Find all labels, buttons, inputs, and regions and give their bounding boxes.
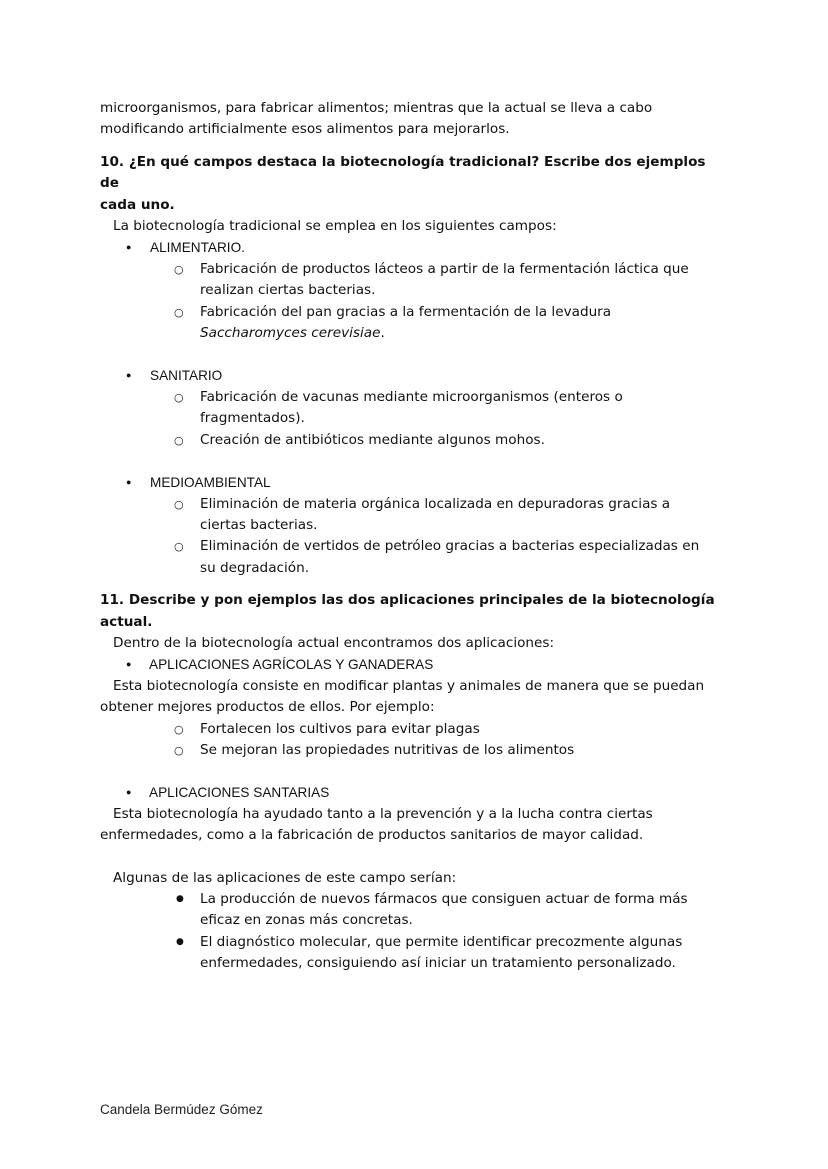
- q10-answer-intro: La biotecnología tradicional se emplea en los siguientes campos:: [113, 218, 557, 235]
- list-item: ○ Fabricación de productos lácteos a partir de la fermentación láctica que realizan ciertas bacterias.: [100, 259, 720, 302]
- list-item: ○ Creación de antibióticos mediante algunos mohos.: [100, 430, 720, 451]
- list-item: ● La producción de nuevos fármacos que consiguen actuar de forma más eficaz en zonas más concretas.: [100, 889, 720, 932]
- agricolas-desc-2: obtener mejores productos de ellos. Por ejemplo:: [100, 699, 435, 716]
- sanitarias-examples-intro: Algunas de las aplicaciones de este campo serían:: [113, 869, 457, 886]
- list-item: ○ Eliminación de materia orgánica localizada en depuradoras gracias a ciertas bacterias.: [100, 494, 720, 537]
- sanitarias-desc-2: enfermedades, como a la fabricación de productos sanitarios de mayor calidad.: [100, 827, 644, 844]
- intro-line-1: microorganismos, para fabricar alimentos; mientras que la actual se lleva a cabo: [100, 100, 653, 116]
- list-item: ○ Eliminación de vertidos de petróleo gracias a bacterias especializadas en su degradación.: [100, 536, 720, 579]
- list-item: ○ Fortalecen los cultivos para evitar plagas: [100, 719, 720, 740]
- section-agricolas: ● APLICACIONES AGRÍCOLAS Y GANADERAS: [100, 654, 720, 675]
- species-name: Saccharomyces cerevisiae: [200, 325, 381, 342]
- field-medioambiental: ● MEDIOAMBIENTAL: [100, 472, 720, 493]
- footer-author: Candela Bermúdez Gómez: [100, 1102, 263, 1117]
- field-alimentario: ● ALIMENTARIO.: [100, 237, 720, 258]
- section-sanitarias: ● APLICACIONES SANTARIAS: [100, 782, 720, 803]
- list-item: ○ Fabricación de vacunas mediante microorganismos (enteros o fragmentados).: [100, 387, 720, 430]
- list-item: ○ Fabricación del pan gracias a la fermentación de la levadura Saccharomyces cerevisiae.: [100, 302, 720, 345]
- agricolas-desc-1: Esta biotecnología consiste en modificar plantas y animales de manera que se puedan: [113, 677, 705, 694]
- list-item: ● El diagnóstico molecular, que permite identificar precozmente algunas enfermedades, consiguiendo así iniciar un tratamiento personalizado.: [100, 932, 720, 975]
- document-body: [100, 98, 720, 975]
- list-item: ○ Se mejoran las propiedades nutritivas de los alimentos: [100, 740, 720, 761]
- field-sanitario: ● SANITARIO: [100, 365, 720, 386]
- sanitarias-desc-1: Esta biotecnología ha ayudado tanto a la prevención y a la lucha contra ciertas: [113, 805, 653, 822]
- q11-answer-intro: Dentro de la biotecnología actual encontramos dos aplicaciones:: [113, 634, 555, 651]
- question-10: 10. ¿En qué campos destaca la biotecnología tradicional? Escribe dos ejemplos de cada uno.: [100, 153, 706, 213]
- question-11: 11. Describe y pon ejemplos las dos aplicaciones principales de la biotecnología actual.: [100, 592, 715, 630]
- intro-line-2: modificando artificialmente esos alimentos para mejorarlos.: [100, 121, 510, 138]
